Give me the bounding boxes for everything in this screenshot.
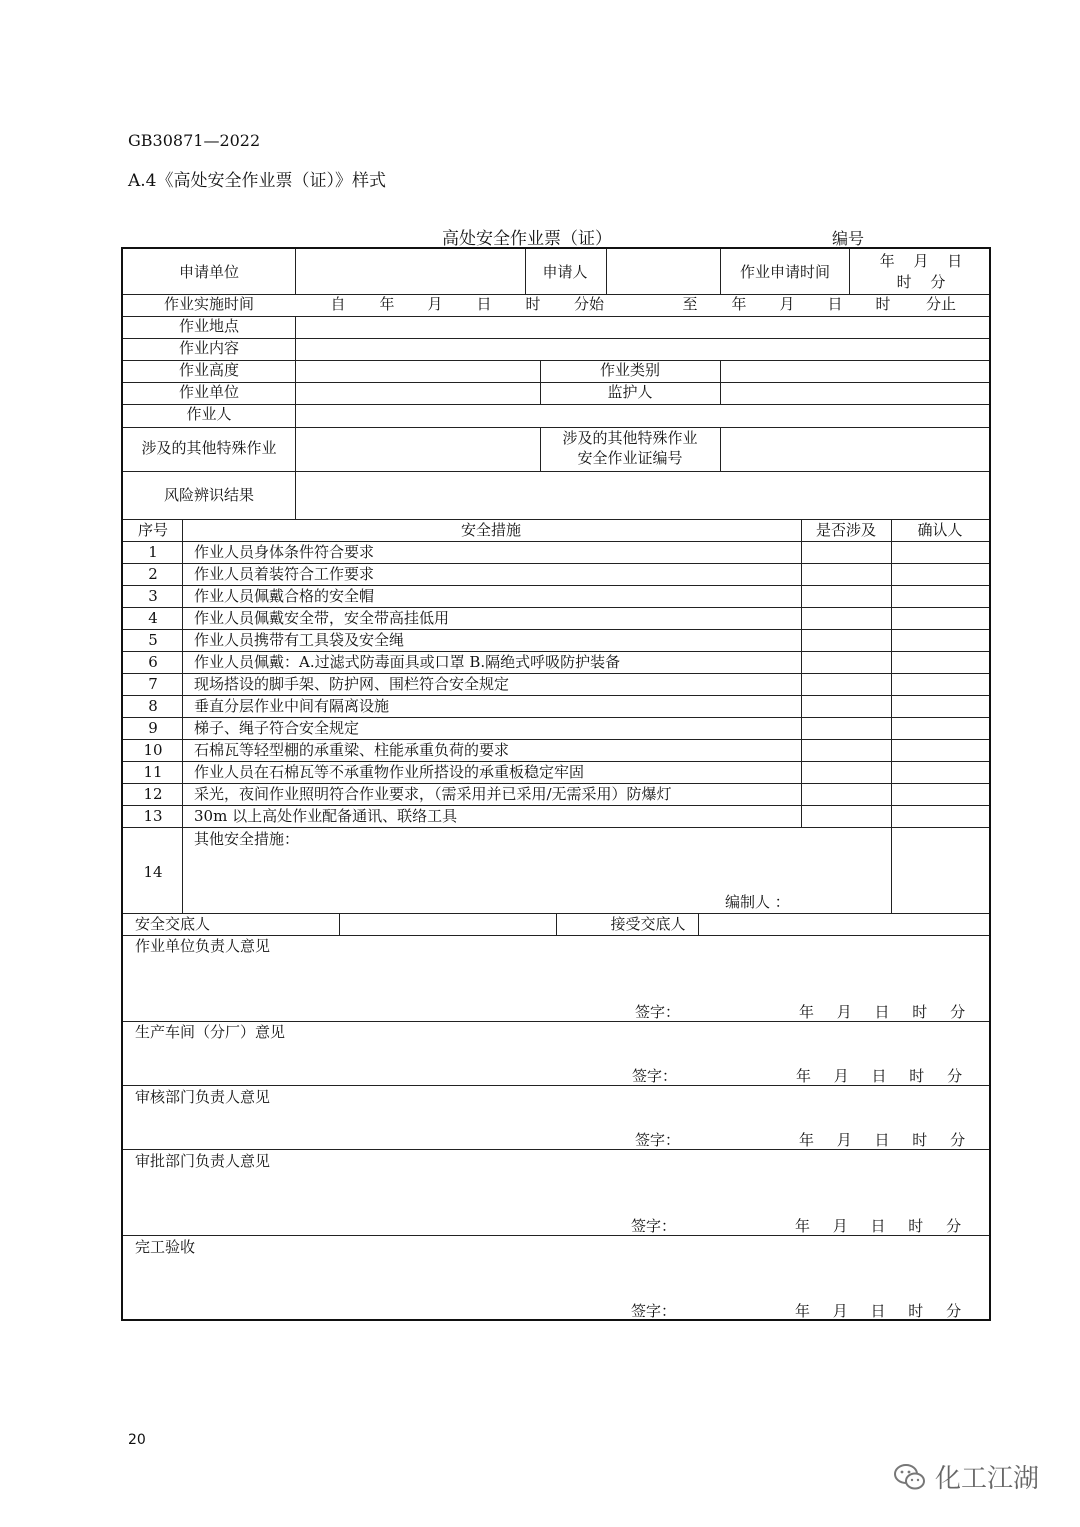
measure-no: 4 xyxy=(148,609,158,627)
measure-text: 梯子、绳子符合安全规定 xyxy=(194,719,360,737)
work-time-token: 年 xyxy=(379,295,395,313)
measure-no: 7 xyxy=(148,675,158,693)
measure-no: 10 xyxy=(143,741,163,759)
measure-text: 作业人员佩戴安全带，安全带高挂低用 xyxy=(194,609,450,627)
row-line xyxy=(123,541,989,542)
applicant-label: 申请人 xyxy=(542,263,588,281)
work-time-token: 时 xyxy=(875,295,891,313)
opinion-title: 生产车间（分厂）意见 xyxy=(135,1023,286,1041)
row-line xyxy=(123,471,989,472)
work-time-token: 至 xyxy=(682,295,698,313)
measure-no: 1 xyxy=(148,543,158,561)
measure-text: 作业人员佩戴合格的安全帽 xyxy=(194,587,375,605)
measure-no: 11 xyxy=(143,763,163,781)
row-line xyxy=(123,717,989,718)
row-line xyxy=(123,629,989,630)
serial-number-label: 编号 xyxy=(832,229,865,248)
col-line xyxy=(720,427,721,471)
work-time-token: 年 xyxy=(731,295,747,313)
col-line xyxy=(556,913,557,935)
wechat-icon xyxy=(893,1462,927,1492)
work-time-label: 作业实施时间 xyxy=(163,295,255,313)
risk-label: 风险辨识结果 xyxy=(163,486,255,504)
height-label: 作业高度 xyxy=(178,361,240,379)
col-line xyxy=(698,913,699,935)
row-line xyxy=(123,935,989,936)
row-line xyxy=(123,651,989,652)
col-line xyxy=(525,249,526,294)
work-time-token: 日 xyxy=(827,295,843,313)
row-line xyxy=(123,827,989,828)
row-line xyxy=(123,607,989,608)
measure-no: 2 xyxy=(148,565,158,583)
col-line xyxy=(891,519,892,913)
row-line xyxy=(123,739,989,740)
row-line xyxy=(123,338,989,339)
row-line xyxy=(123,519,989,520)
measure-text: 垂直分层作业中间有隔离设施 xyxy=(194,697,390,715)
handover-giver-label: 安全交底人 xyxy=(135,915,211,933)
work-permit-form xyxy=(121,247,991,1321)
work-time-token: 月 xyxy=(427,295,443,313)
other-special-cert-label: 涉及的其他特殊作业 xyxy=(562,429,698,447)
location-label: 作业地点 xyxy=(178,317,240,335)
measure-text: 石棉瓦等轻型棚的承重梁、柱能承重负荷的要求 xyxy=(194,741,510,759)
row-line xyxy=(123,585,989,586)
work-time-token: 月 xyxy=(779,295,795,313)
col-line xyxy=(720,249,721,294)
measure-text: 作业人员在石棉瓦等不承重物作业所搭设的承重板稳定牢固 xyxy=(194,763,585,781)
compiler-label: 编制人 ： xyxy=(725,893,790,911)
measure-text: 现场搭设的脚手架、防护网、围栏符合安全规定 xyxy=(194,675,510,693)
col-header-no: 序号 xyxy=(137,521,169,539)
supervisor-label: 监护人 xyxy=(607,383,653,401)
measure-no: 12 xyxy=(143,785,163,803)
measure-no: 3 xyxy=(148,587,158,605)
other-special-cert-label: 安全作业证编号 xyxy=(577,449,683,467)
work-time-token: 分始 xyxy=(573,295,605,313)
standard-code: GB30871—2022 xyxy=(128,131,261,150)
measure-no: 14 xyxy=(143,863,163,881)
watermark xyxy=(893,1458,1039,1495)
row-line xyxy=(123,673,989,674)
col-line xyxy=(720,360,721,404)
row-line xyxy=(123,783,989,784)
work-time-token: 分止 xyxy=(925,295,957,313)
col-line xyxy=(540,427,541,471)
col-line xyxy=(182,519,183,913)
apply-time-ymd: 年 月 日 xyxy=(879,252,963,270)
measure-no: 13 xyxy=(143,807,163,825)
row-line xyxy=(123,427,989,428)
measure-no: 8 xyxy=(148,697,158,715)
date-label: 年 月 日 时 分 xyxy=(795,1217,962,1235)
work-time-token: 日 xyxy=(476,295,492,313)
col-header-measure: 安全措施 xyxy=(460,521,522,539)
row-line xyxy=(123,761,989,762)
opinion-title: 审批部门负责人意见 xyxy=(135,1152,271,1170)
category-label: 作业类别 xyxy=(599,361,661,379)
measure-no: 6 xyxy=(148,653,158,671)
measure-no: 5 xyxy=(148,631,158,649)
other-special-label: 涉及的其他特殊作业 xyxy=(141,439,277,457)
col-header-confirmer: 确认人 xyxy=(917,521,963,539)
row-line xyxy=(123,360,989,361)
measure-text: 作业人员身体条件符合要求 xyxy=(194,543,375,561)
page-number: 20 xyxy=(128,1432,146,1448)
work-unit-label: 作业单位 xyxy=(178,383,240,401)
opinion-title: 作业单位负责人意见 xyxy=(135,937,271,955)
date-label: 年 月 日 时 分 xyxy=(795,1302,962,1320)
row-line xyxy=(123,316,989,317)
signature-label: 签字： xyxy=(631,1217,677,1235)
col-line xyxy=(540,360,541,404)
appendix-title: A.4《高处安全作业票（证）》样式 xyxy=(128,171,386,191)
content-label: 作业内容 xyxy=(178,339,240,357)
other-measures-label: 其他安全措施： xyxy=(194,830,300,848)
signature-label: 签字： xyxy=(635,1131,681,1149)
opinion-title: 审核部门负责人意见 xyxy=(135,1088,271,1106)
signature-label: 签字： xyxy=(635,1003,681,1021)
date-label: 年 月 日 时 分 xyxy=(796,1067,963,1085)
row-line xyxy=(123,404,989,405)
col-line xyxy=(295,249,296,294)
applicant-unit-label: 申请单位 xyxy=(178,263,240,281)
col-line xyxy=(849,249,850,294)
work-time-token: 时 xyxy=(525,295,541,313)
measure-no: 9 xyxy=(148,719,158,737)
handover-receiver-label: 接受交底人 xyxy=(610,915,686,933)
apply-time-hm: 时 分 xyxy=(896,273,946,291)
watermark-text: 化工江湖 xyxy=(935,1464,1040,1494)
measure-text: 采光，夜间作业照明符合作业要求，（需采用并已采用/无需采用）防爆灯 xyxy=(194,785,672,803)
measure-text: 30m 以上高处作业配备通讯、联络工具 xyxy=(194,807,458,825)
row-line xyxy=(123,695,989,696)
col-header-involved: 是否涉及 xyxy=(815,521,877,539)
apply-time-label: 作业申请时间 xyxy=(739,263,831,281)
col-line xyxy=(801,519,802,827)
row-line xyxy=(123,805,989,806)
work-time-token: 自 xyxy=(330,295,346,313)
signature-label: 签字： xyxy=(632,1067,678,1085)
measure-text: 作业人员佩戴：A.过滤式防毒面具或口罩 B.隔绝式呼吸防护装备 xyxy=(194,653,621,671)
worker-label: 作业人 xyxy=(186,405,232,423)
signature-label: 签字： xyxy=(631,1302,677,1320)
form-title: 高处安全作业票（证） xyxy=(442,229,612,249)
date-label: 年 月 日 时 分 xyxy=(799,1003,966,1021)
date-label: 年 月 日 时 分 xyxy=(799,1131,966,1149)
col-line xyxy=(295,316,296,519)
measure-text: 作业人员着装符合工作要求 xyxy=(194,565,375,583)
row-line xyxy=(123,382,989,383)
col-line xyxy=(606,249,607,294)
opinion-title: 完工验收 xyxy=(135,1238,196,1256)
measure-text: 作业人员携带有工具袋及安全绳 xyxy=(194,631,405,649)
col-line xyxy=(339,913,340,935)
row-line xyxy=(123,563,989,564)
